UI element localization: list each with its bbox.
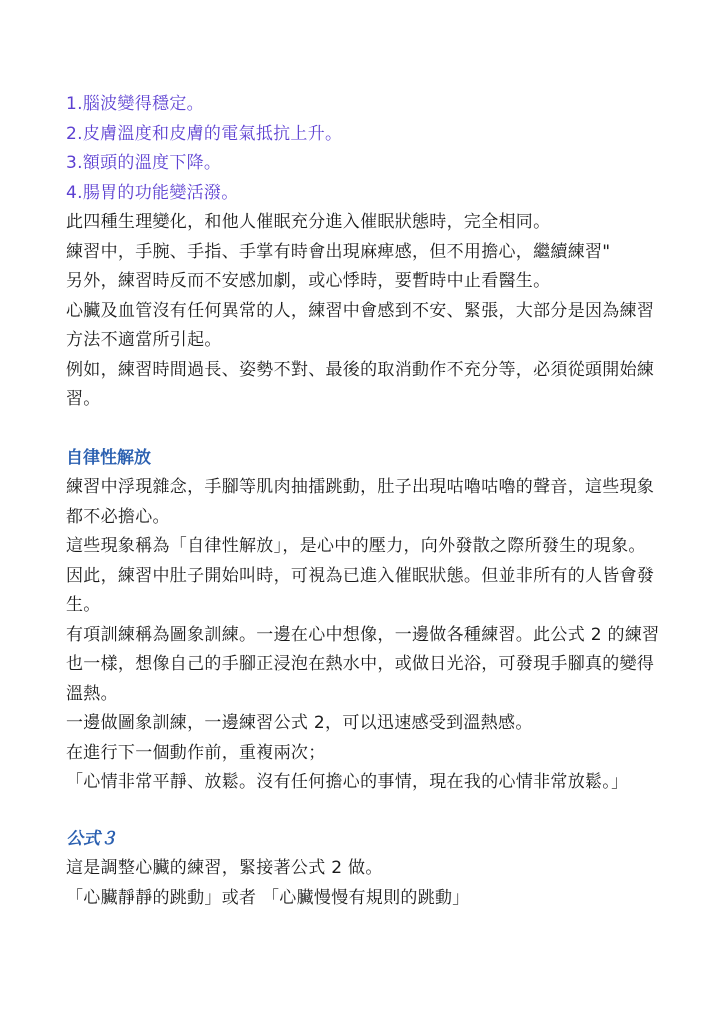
list-item: 2.皮膚溫度和皮膚的電氣抵抗上升。 [66,123,343,144]
paragraph-line: 練習中浮現雜念，手腳等肌肉抽擂跳動，肚子出現咕嚕咕嚕的聲音，這些現象 [66,477,655,497]
paragraph-line: 另外，練習時反而不安感加劇，或心悸時，要暫時中止看醫生。 [66,271,551,291]
paragraph-line: 練習中，手腕、手指、手掌有時會出現麻痺感，但不用擔心，繼續練習" [66,241,611,262]
paragraph-line: 因此，練習中肚子開始叫時，可視為已進入催眠狀態。但並非所有的人皆會發 [66,565,655,586]
paragraph-line: 也一樣，想像自己的手腳正浸泡在熱水中，或做日光浴，可發現手腳真的變得 [66,654,655,674]
paragraph-line: 一邊做圖象訓練，一邊練習公式 2，可以迅速感受到溫熱感。 [66,713,533,733]
paragraph-line: 心臟及血管沒有任何異常的人，練習中會感到不安、緊張，大部分是因為練習 [66,300,655,321]
section-heading-formula-3: 公式３ [66,828,117,849]
list-item: 4.腸胃的功能變活潑。 [66,182,239,203]
section-spacer [66,415,660,444]
paragraph-line: 溫熱。 [66,683,118,704]
paragraph-line: 習。 [66,389,101,409]
section-heading-autogenic-discharge: 自律性解放 [66,447,151,468]
numbered-list [66,90,660,208]
document-page [66,90,660,913]
list-item: 1.腦波變得穩定。 [66,94,204,114]
paragraph-line: 「心臟靜靜的跳動」或者 「心臟慢慢有規則的跳動」 [66,887,470,908]
section-2-body [66,473,660,798]
paragraph-line: 這是調整心臟的練習，緊接著公式 2 做。 [66,858,383,878]
section-3-body [66,854,660,913]
section-spacer [66,798,660,825]
list-item: 3.額頭的溫度下降。 [66,153,222,173]
paragraph-line: 例如，練習時間過長、姿勢不對、最後的取消動作不充分等，必須從頭開始練 [66,359,655,380]
paragraph-line: 此四種生理變化，和他人催眠充分進入催眠狀態時，完全相同。 [66,212,551,232]
paragraph-line: 方法不適當所引起。 [66,330,222,350]
paragraph-line: 都不必擔心。 [66,506,170,527]
section-1-body [66,208,660,415]
paragraph-line: 有項訓練稱為圖象訓練。一邊在心中想像，一邊做各種練習。此公式 2 的練習 [66,624,660,645]
paragraph-line: 生。 [66,595,101,615]
paragraph-line: 在進行下一個動作前，重複兩次； [66,742,326,763]
paragraph-line: 「心情非常平靜、放鬆。沒有任何擔心的事情，現在我的心情非常放鬆。」 [66,772,629,792]
paragraph-line: 這些現象稱為「自律性解放」，是心中的壓力，向外發散之際所發生的現象。 [66,536,646,556]
